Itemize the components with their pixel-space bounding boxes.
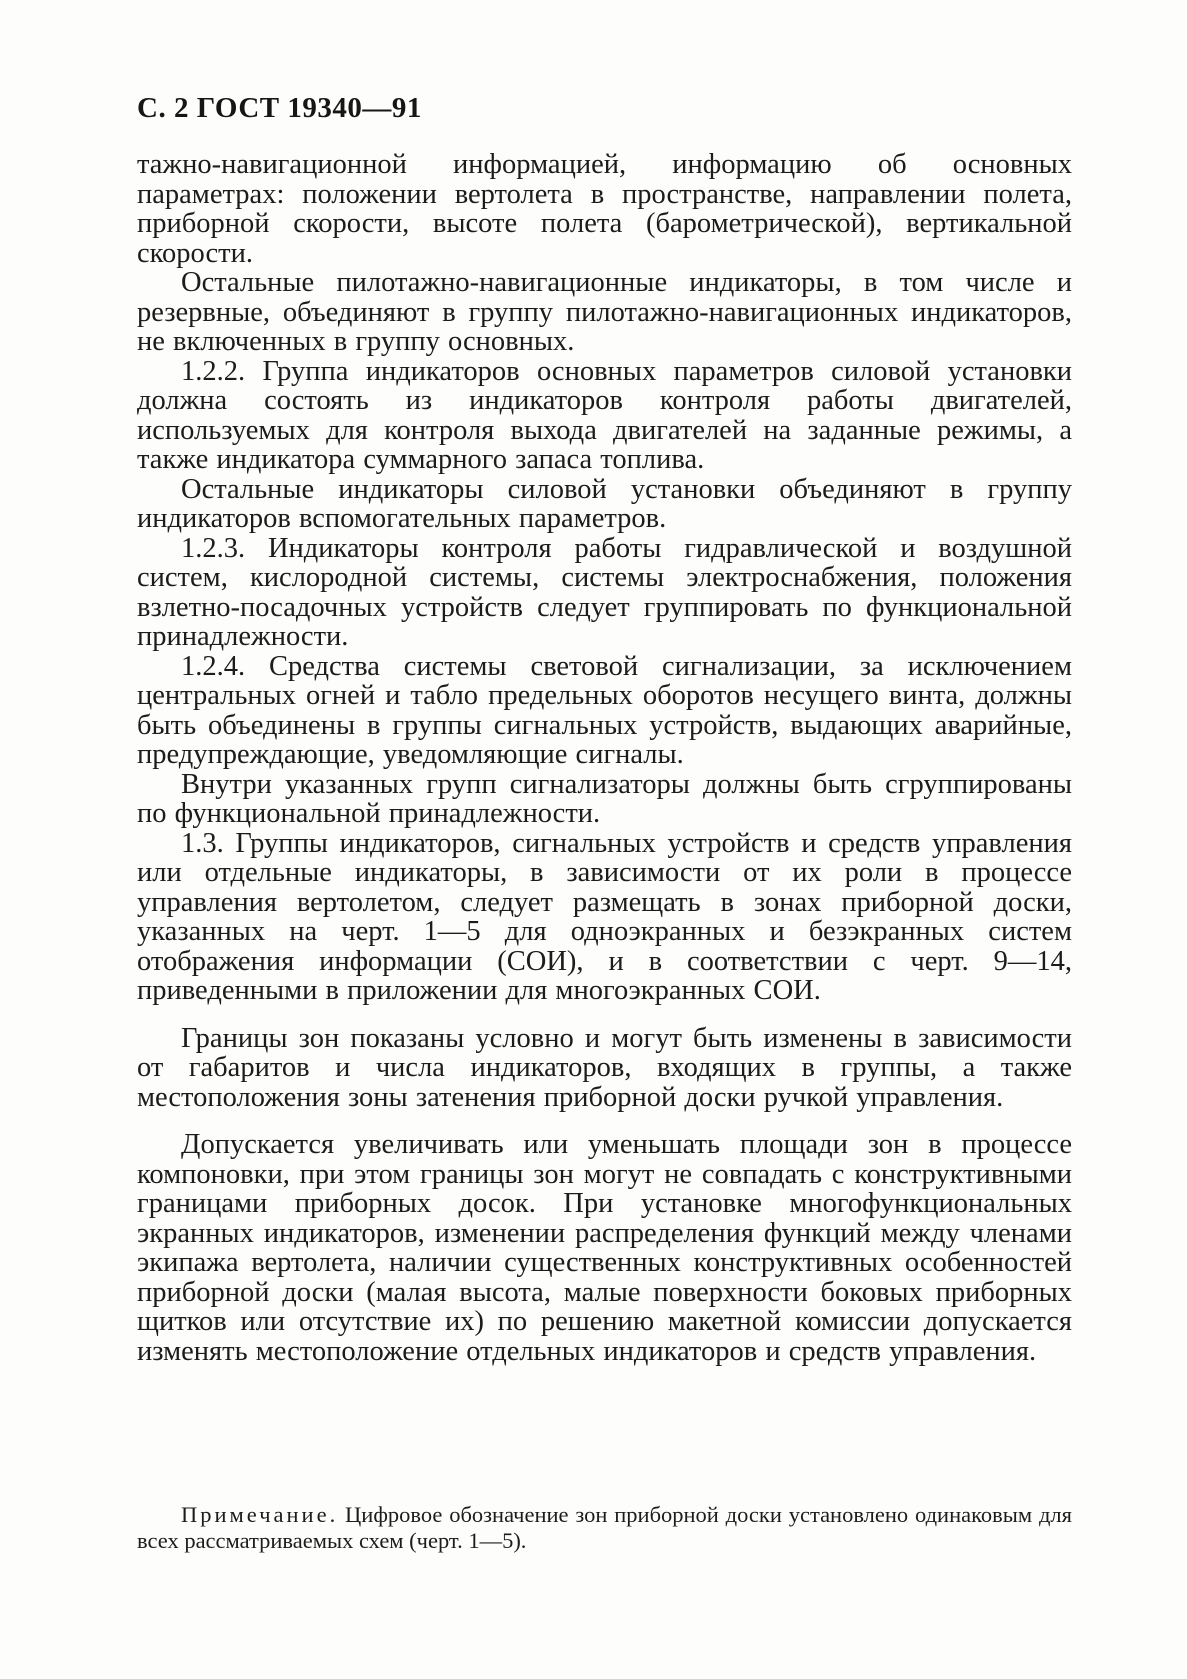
paragraph: Допускается увеличивать или уменьшать площади зон в процессе компоновки, при этом границы зон могут не совпадать с конструктивными границами приборных досок. При установке многофункциональных экранных индикаторов, изменении распределения функций между членами экипажа вертолета, наличии существенных конструктивных особенностей приборной доски (малая высота, малые поверхности боковых приборных щитков или отсутствие их) по решению макетной комиссии допускается изменять местоположение отдельных индикаторов и средств управления. xyxy=(137,1129,1072,1367)
page-header: С. 2 ГОСТ 19340—91 xyxy=(137,92,422,124)
paragraph-1-2-2: 1.2.2. Группа индикаторов основных параметров силовой установки должна состоять из индикаторов контроля работы двигателей, используемых для контроля выхода двигателей на заданные режимы, а также индикатора суммарного запаса топлива. xyxy=(137,355,1072,475)
paragraph: Внутри указанных групп сигнализаторы должны быть сгруппированы по функциональной принадлежности. xyxy=(137,768,1072,829)
paragraph: Остальные индикаторы силовой установки объединяют в группу индикаторов вспомогательных параметров. xyxy=(137,473,1072,534)
paragraph: Остальные пилотажно-навигационные индикаторы, в том числе и резервные, объединяют в группу пилотажно-навигационных индикаторов, не включенных в группу основных. xyxy=(137,267,1072,357)
paragraph-1-2-4: 1.2.4. Средства системы световой сигнализации, за исключением центральных огней и табло предельных оборотов несущего винта, должны быть объединены в группы сигнальных устройств, выдающих аварийные, предупреждающие, уведомляющие сигналы. xyxy=(137,650,1072,770)
note xyxy=(137,1502,1072,1554)
paragraph-1-2-3: 1.2.3. Индикаторы контроля работы гидравлической и воздушной систем, кислородной системы, системы электроснабжения, положения взлетно-посадочных устройств следует группировать по функциональной принадлежности. xyxy=(137,532,1072,652)
paragraph: Границы зон показаны условно и могут быть изменены в зависимости от габаритов и числа индикаторов, входящих в группы, а также местоположения зоны затенения приборной доски ручкой управления. xyxy=(137,1022,1072,1113)
note-text: Цифровое обозначение зон приборной доски установлено одинаковым для всех рассматриваемых схем (черт. 1—5). xyxy=(137,1502,1072,1553)
paragraph-continuation: тажно-навигационной информацией, информацию об основных параметрах: положении вертолета в пространстве, направлении полета, приборной скорости, высоте полета (барометрической), вертикальной скорости. xyxy=(137,149,1072,269)
body-text xyxy=(137,150,1072,1366)
note-label: Примечание. xyxy=(181,1502,339,1527)
paragraph-1-3: 1.3. Группы индикаторов, сигнальных устройств и средств управления или отдельные индикаторы, в зависимости от их роли в процессе управления вертолетом, следует размещать в зонах приборной доски, указанных на черт. 1—5 для одноэкранных и безэкранных систем отображения информации (СОИ), и в соответствии с черт. 9—14, приведенными в приложении для многоэкранных СОИ. xyxy=(137,827,1072,1006)
